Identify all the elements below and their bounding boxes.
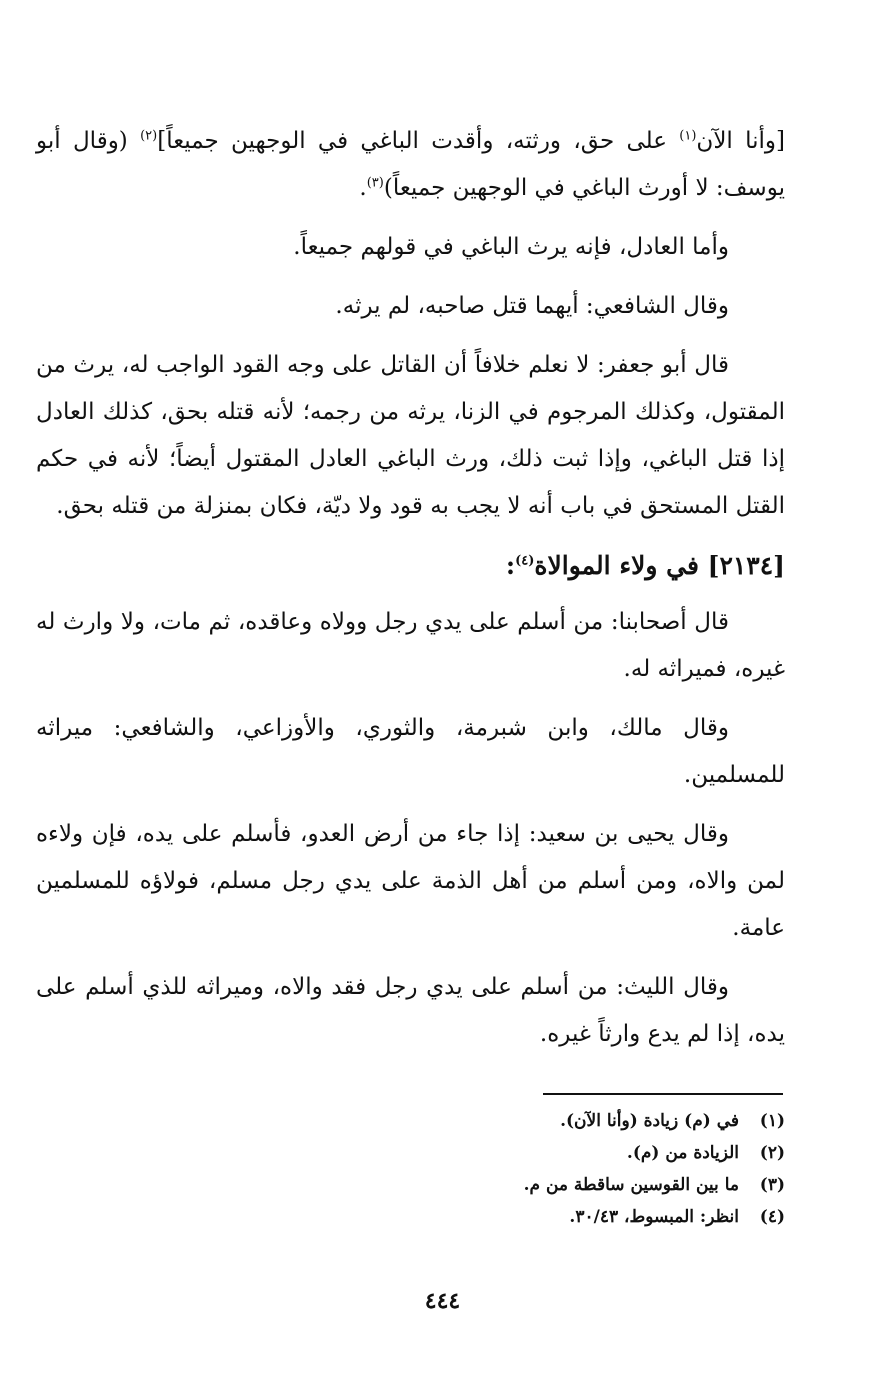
text-span: [وأنا الآن [696, 128, 786, 154]
footnote-ref: (١) [679, 128, 697, 144]
footnote-item [200, 1137, 785, 1169]
footnote-number: (٢) [759, 1143, 785, 1163]
text-span: (وقال أبو يوسف: لا أورث الباغي في الوجهين جميعاً) [36, 128, 785, 201]
section-heading [36, 542, 785, 589]
footnote-number: (٤) [759, 1207, 785, 1227]
footnote-item [200, 1105, 785, 1137]
text-span: . [359, 175, 367, 201]
footnote-ref: (٤) [515, 553, 535, 569]
footnote-text: الزيادة من (م). [626, 1143, 739, 1163]
footnote-divider [543, 1093, 783, 1095]
footnote-item [200, 1169, 785, 1201]
paragraph-4: قال أبو جعفر: لا نعلم خلافاً أن القاتل على وجه القود الواجب له، يرث من المقتول، وكذلك المرجوم في الزنا، يرثه من رجمه؛ لأنه قتله بحق، كذلك العادل إذا قتل الباغي، وإذا ثبت ذلك، ورث الباغي العادل المقتول أيضاً؛ لأنه في حكم القتل المستحق في باب أنه لا يجب به قود ولا ديّة، فكان بمنزلة من قتله بحق. [36, 352, 785, 519]
footnote-text: ما بين القوسين ساقطة من م. [523, 1175, 739, 1195]
footnote-item [200, 1201, 785, 1233]
paragraph-7: وقال يحيى بن سعيد: إذا جاء من أرض العدو، فأسلم على يده، فإن ولاءه لمن والاه، ومن أسلم من أهل الذمة على يدي رجل مسلم، فولاؤه للمسلمين عامة. [36, 821, 785, 941]
paragraph-6: وقال مالك، وابن شبرمة، والثوري، والأوزاعي، والشافعي: ميراثه للمسلمين. [36, 715, 785, 788]
paragraph-1 [36, 118, 785, 212]
heading-tail: : [505, 551, 516, 580]
footnote-number: (١) [759, 1111, 785, 1131]
page-number: ٤٤٤ [424, 1288, 461, 1314]
paragraph-5: قال أصحابنا: من أسلم على يدي رجل وولاه وعاقده، ثم مات، ولا وارث له غيره، فميراثه له. [36, 609, 785, 682]
paragraph-3: وقال الشافعي: أيهما قتل صاحبه، لم يرثه. [335, 293, 729, 319]
text-span: على حق، ورثته، وأقدت الباغي في الوجهين جميعاً] [157, 128, 680, 154]
paragraph-8: وقال الليث: من أسلم على يدي رجل فقد والاه، وميراثه للذي أسلم على يده، إذا لم يدع وارثاً غيره. [36, 974, 785, 1047]
footnotes [200, 1105, 785, 1233]
heading-label: [٢١٣٤] في ولاء الموالاة [534, 551, 785, 580]
footnote-ref: (٢) [140, 128, 158, 144]
footnote-number: (٣) [759, 1175, 785, 1195]
footnote-ref: (٣) [366, 175, 384, 191]
footnote-text: انظر: المبسوط، ٣٠/٤٣. [569, 1207, 739, 1227]
footnote-text: في (م) زيادة (وأنا الآن). [560, 1111, 739, 1131]
paragraph-2: وأما العادل، فإنه يرث الباغي في قولهم جميعاً. [293, 234, 729, 260]
main-text [36, 118, 785, 1070]
